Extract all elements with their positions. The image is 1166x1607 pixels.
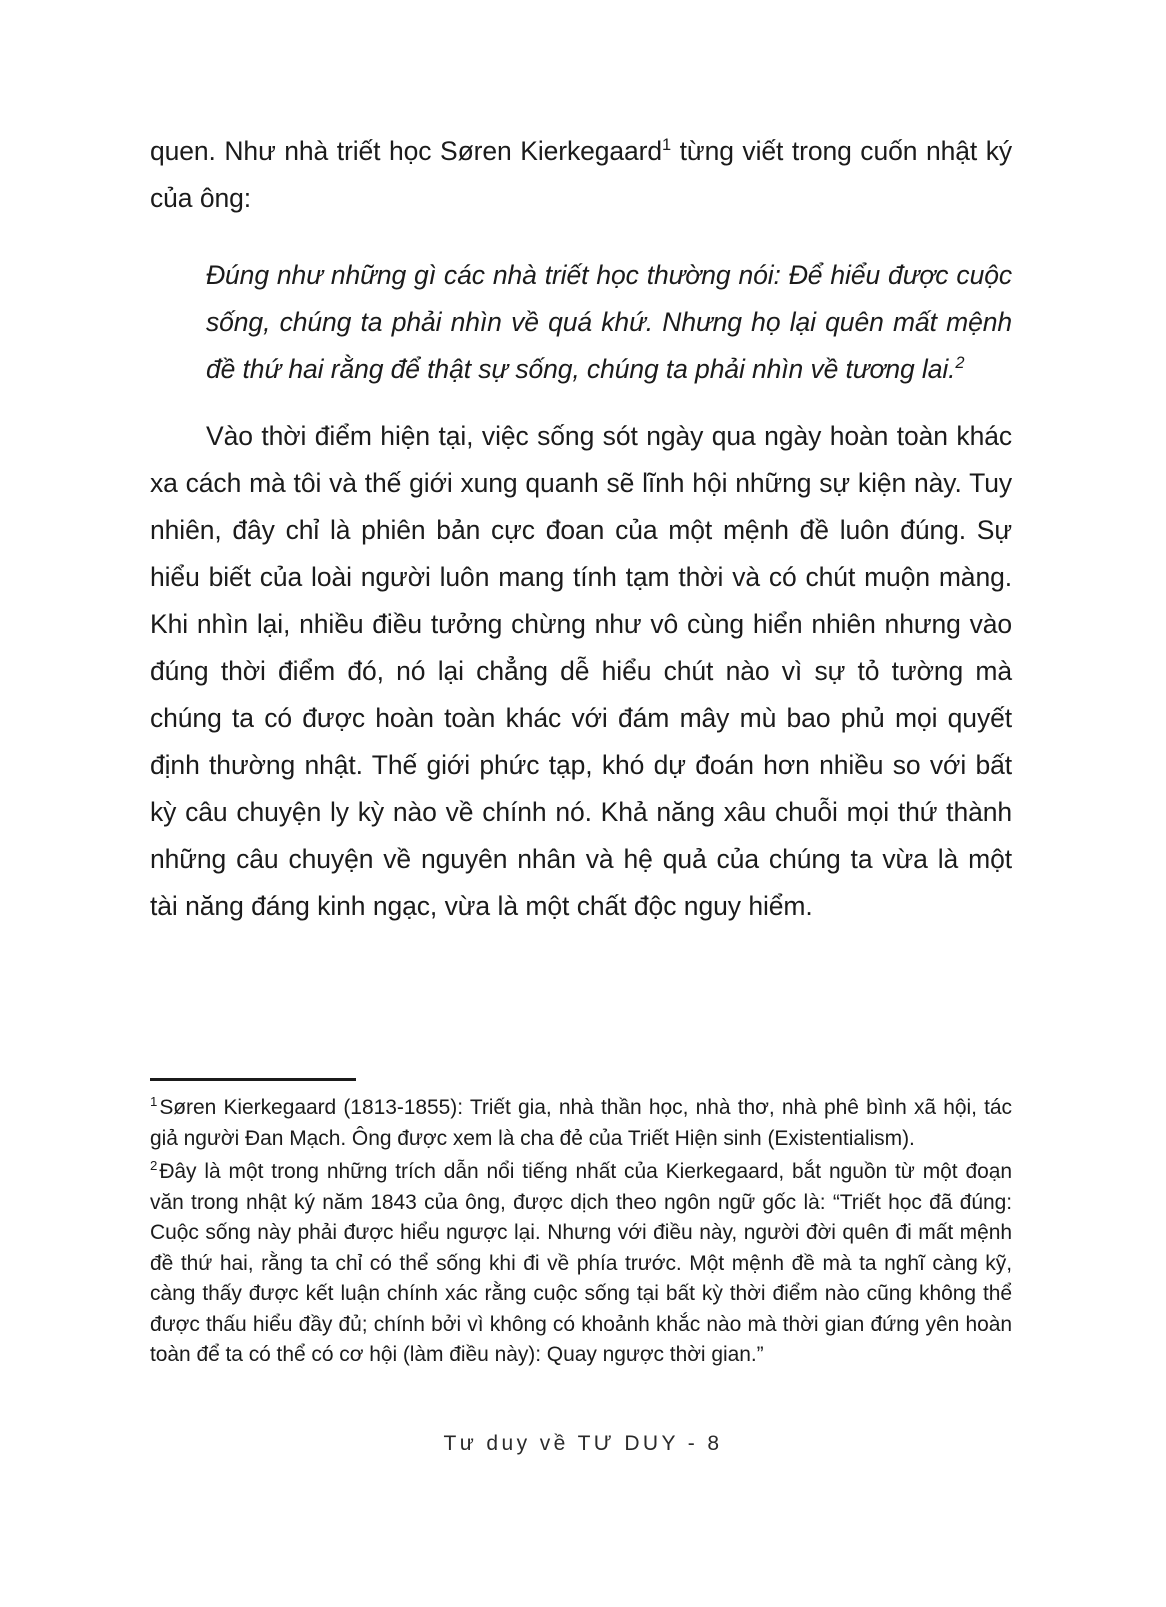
footnote-section [150,1078,1012,1371]
paragraph-main: Vào thời điểm hiện tại, việc sống sót ngày qua ngày hoàn toàn khác xa cách mà tôi và thế giới xung quanh sẽ lĩnh hội những sự kiện này. Tuy nhiên, đây chỉ là phiên bản cực đoan của một mệnh đề luôn đúng. Sự hiểu biết của loài người luôn mang tính tạm thời và có chút muộn màng. Khi nhìn lại, nhiều điều tưởng chừng như vô cùng hiển nhiên nhưng vào đúng thời điểm đó, nó lại chẳng dễ hiểu chút nào vì sự tỏ tường mà chúng ta có được hoàn toàn khác với đám mây mù bao phủ mọi quyết định thường nhật. Thế giới phức tạp, khó dự đoán hơn nhiều so với bất kỳ câu chuyện ly kỳ nào về chính nó. Khả năng xâu chuỗi mọi thứ thành những câu chuyện về nguyên nhân và hệ quả của chúng ta vừa là một tài năng đáng kinh ngạc, vừa là một chất độc nguy hiểm. [150,421,1012,921]
paragraph-text: quen. Như nhà triết học Søren Kierkegaard [150,136,663,166]
footnote-reference-1[interactable]: 1 [662,136,672,155]
paragraph-continued [150,128,1012,222]
page-footer: Tư duy về TƯ DUY - 8 [443,1432,723,1455]
quote-spacer [150,393,1012,413]
footnote-reference-2[interactable]: 2 [955,354,965,373]
footnote-number: 1 [150,1094,158,1109]
paragraph-text-continued: từng viết trong cuốn nhật ký của ông: [150,136,1012,213]
block-quote [150,252,1012,393]
footnote-number: 2 [150,1158,158,1173]
text-column [150,128,1012,930]
footnote-item [150,1157,1012,1371]
footnote-text: Søren Kierkegaard (1813-1855): Triết gia, nhà thần học, nhà thơ, nhà phê bình xã hội, tác giả người Đan Mạch. Ông được xem là cha đẻ của Triết Hiện sinh (Existentialism). [150,1096,1012,1150]
footnote-item [150,1093,1012,1154]
quote-text: Đúng như những gì các nhà triết học thường nói: Để hiểu được cuộc sống, chúng ta phải nhìn về quá khứ. Nhưng họ lại quên mất mệnh đề thứ hai rằng để thật sự sống, chúng ta phải nhìn về tương lai. [206,260,1012,384]
footnote-text: Đây là một trong những trích dẫn nổi tiếng nhất của Kierkegaard, bắt nguồn từ một đoạn văn trong nhật ký năm 1843 của ông, được dịch theo ngôn ngữ gốc là: “Triết học đã đúng: Cuộc sống này phải được hiểu ngược lại. Nhưng với điều này, người đời quên đi mất mệnh đề thứ hai, rằng ta chỉ có thể sống khi đi về phía trước. Một mệnh đề mà ta nghĩ càng kỹ, càng thấy được kết luận chính xác rằng cuộc sống tại bất kỳ thời điểm nào cũng không thể được thấu hiểu đầy đủ; chính bởi vì không có khoảnh khắc nào mà thời gian đứng yên hoàn toàn để ta có thể có cơ hội (làm điều này): Quay ngược thời gian.” [150,1160,1012,1366]
footnote-separator-rule [150,1078,356,1081]
